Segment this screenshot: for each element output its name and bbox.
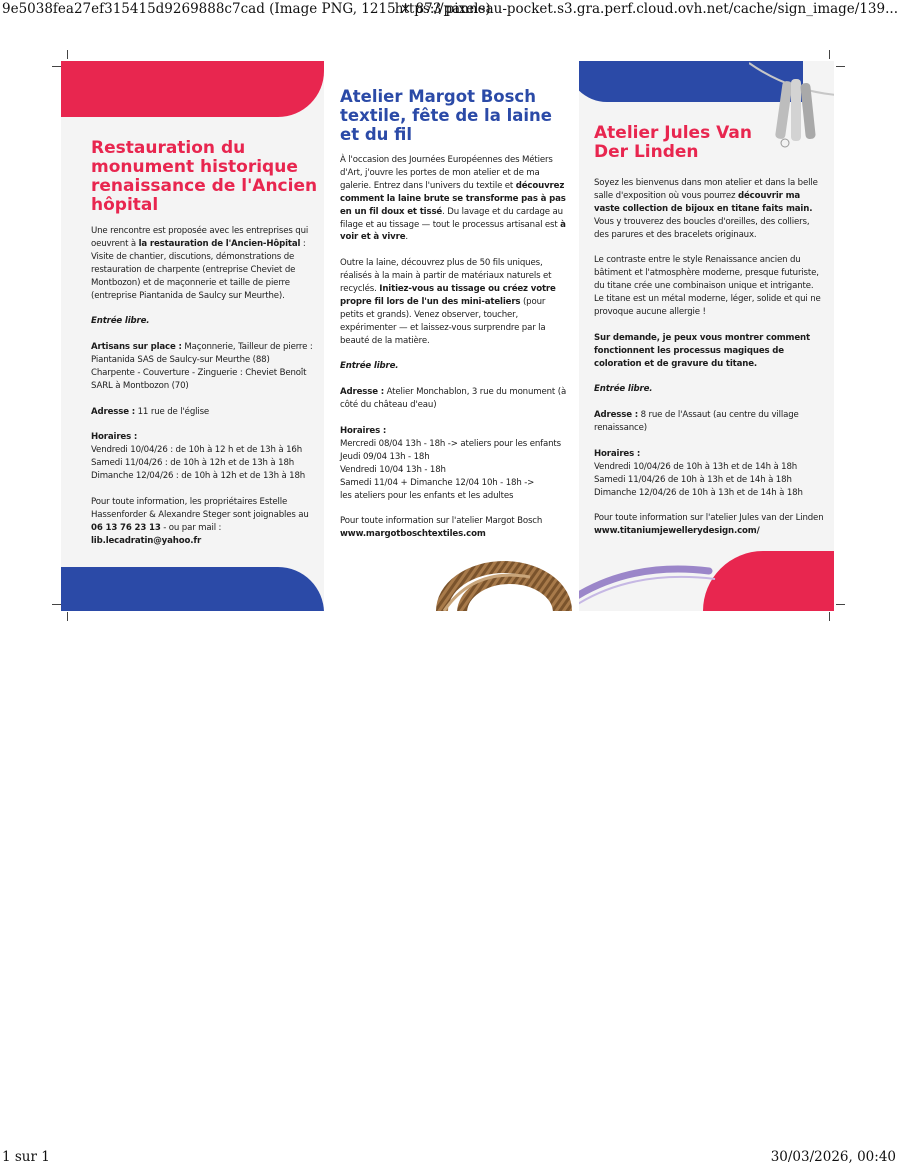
hours-line: les ateliers pour les enfants et les adultes: [340, 490, 514, 501]
hours-line: Samedi 11/04/26 : de 10h à 12h et de 13h à 18h: [91, 458, 295, 469]
bracelet-image: [579, 551, 719, 611]
crop-mark: [836, 604, 845, 605]
address-paragraph: Adresse : 8 rue de l'Assaut (au centre du village renaissance): [594, 410, 799, 434]
artisans-paragraph: Artisans sur place : Maçonnerie, Tailleur de pierre : Piantanida SAS de Saulcy-sur Meurthe (88) Charpente - Couverture - Zinguerie : Cheviet Benoît SARL à Montbozon (70): [91, 342, 313, 391]
crop-mark: [836, 66, 845, 67]
hours-line: Mercredi 08/04 13h - 18h -> ateliers pour les enfants: [340, 438, 561, 449]
free-entry: Entrée libre.: [340, 361, 399, 372]
hours-line: Samedi 11/04/26 de 10h à 13h et de 14h à 18h: [594, 474, 792, 485]
panel-title: Restauration du monument historique renaissance de l'Ancien hôpital: [91, 138, 318, 215]
hours-line: Samedi 11/04 + Dimanche 12/04 10h - 18h ->: [340, 477, 535, 488]
website-link: www.titaniumjewellerydesign.com/: [594, 526, 760, 537]
website-link: www.margotboschtextiles.com: [340, 529, 486, 540]
red-corner-shape: [61, 61, 324, 117]
hours-paragraph: Horaires : Vendredi 10/04/26 : de 10h à 12 h et de 13h à 16h Samedi 11/04/26 : de 10h à 12h et de 13h à 18h Dimanche 12/04/26 : de 10h à 12h et de 13h à 18h: [91, 432, 306, 482]
panel-ancien-hopital: [61, 61, 324, 611]
titanium-paragraph: Le contraste entre le style Renaissance ancien du bâtiment et l'atmosphère moderne, presque futuriste, du titane crée une combinaison unique et intrigante. Le titane est un métal moderne, léger, solide et qui ne provoque aucune allergie !: [594, 255, 821, 318]
print-header-title: 9e5038fea27ef315415d9269888c7cad (Image PNG, 1215 × 873 pixels): [2, 1, 491, 17]
flyer-sheet: [61, 61, 834, 611]
email-address: lib.lecadratin@yahoo.fr: [91, 535, 202, 546]
hours-line: Jeudi 09/04 13h - 18h: [340, 451, 430, 462]
intro-paragraph: Soyez les bienvenus dans mon atelier et dans la belle salle d'exposition où vous pourrez découvrir ma vaste collection de bijoux en titane faits main. Vous y trouverez des boucles d'oreilles, des colliers, des parures et des bracelets originaux.: [594, 178, 818, 240]
intro-paragraph: À l'occasion des Journées Européennes des Métiers d'Art, j'ouvre les portes de mon atelier et de ma galerie. Entrez dans l'univers du textile et découvrez comment la laine brute se transforme pas à pas en un fil doux et tissé. Du lavage et du cardage au filage et au tissage — tout le processus artisanal est à voir et à vivre.: [340, 155, 566, 243]
contact-paragraph: Pour toute information sur l'atelier Jules van der Linden www.titaniumjewellerydesign.com/: [594, 513, 824, 537]
red-corner-shape: [703, 551, 834, 611]
print-footer-page: 1 sur 1: [2, 1149, 50, 1165]
panel-jules-van-der-linden: [579, 61, 834, 611]
crop-mark: [829, 50, 830, 59]
free-entry: Entrée libre.: [91, 316, 150, 327]
crop-mark: [829, 612, 830, 621]
crop-mark: [67, 612, 68, 621]
hours-line: Dimanche 12/04/26 : de 10h à 12h et de 13h à 18h: [91, 471, 306, 482]
hours-line: Vendredi 10/04 13h - 18h: [340, 464, 446, 475]
contact-paragraph: Pour toute information sur l'atelier Margot Bosch www.margotboschtextiles.com: [340, 516, 543, 540]
workshop-paragraph: Outre la laine, découvrez plus de 50 fils uniques, réalisés à la main à partir de matériaux naturels et recyclés. Initiez-vous au tissage ou créez votre propre fil lors de l'un des mini-ateliers (pour petits et grands). Venez observer, toucher, expérimenter — et laissez-vous surprendre par la beauté de la matière.: [340, 258, 556, 346]
hours-paragraph: Horaires : Vendredi 10/04/26 de 10h à 13h et de 14h à 18h Samedi 11/04/26 de 10h à 13h et de 14h à 18h Dimanche 12/04/26 de 10h à 13h et de 14h à 18h: [594, 448, 803, 498]
address-paragraph: Adresse : Atelier Monchablon, 3 rue du monument (à côté du château d'eau): [340, 387, 567, 411]
intro-paragraph: Une rencontre est proposée avec les entreprises qui oeuvrent à la restauration de l'Ancien-Hôpital : Visite de chantier, discutions, démonstrations de restauration de charpente (entreprise Cheviet de Montbozon) et de maçonnerie et taille de pierre (entreprise Piantanida de Saulcy sur Meurthe).: [91, 226, 309, 301]
demo-paragraph: Sur demande, je peux vous montrer comment fonctionnent les processus magiques de coloration et de gravure du titane.: [594, 332, 810, 369]
hours-paragraph: Horaires : Mercredi 08/04 13h - 18h -> ateliers pour les enfants Jeudi 09/04 13h - 18h Vendredi 10/04 13h - 18h Samedi 11/04 + Dimanche 12/04 10h - 18h -> les ateliers pour les enfants et les adultes: [340, 425, 561, 501]
hours-line: Dimanche 12/04/26 de 10h à 13h et de 14h à 18h: [594, 487, 803, 498]
print-header-url: https://panneau-pocket.s3.gra.perf.cloud.ovh.net/cache/sign_image/139...: [394, 1, 898, 17]
panel-title: Atelier Margot Bosch textile, fête de la laine et du fil: [340, 87, 552, 144]
contact-paragraph: Pour toute information, les propriétaires Estelle Hassenforder & Alexandre Steger sont joignables au 06 13 76 23 13 - ou par mail : lib.lecadratin@yahoo.fr: [91, 496, 309, 546]
panel-margot-bosch: [324, 61, 579, 611]
hours-line: Vendredi 10/04/26 : de 10h à 12 h et de 13h à 16h: [91, 445, 302, 456]
panel-title: Atelier Jules Van Der Linden: [594, 123, 752, 162]
crop-mark: [52, 604, 61, 605]
panel-body: [340, 154, 570, 554]
crop-mark: [67, 50, 68, 59]
address-paragraph: Adresse : 11 rue de l'église: [91, 406, 210, 417]
panel-body: [594, 177, 824, 551]
hours-line: Vendredi 10/04/26 de 10h à 13h et de 14h à 18h: [594, 461, 798, 472]
panel-body: [91, 225, 315, 560]
print-footer-date: 30/03/2026, 00:40: [770, 1149, 896, 1165]
yarn-rope-image: [434, 537, 579, 611]
crop-mark: [52, 66, 61, 67]
blue-corner-shape: [61, 567, 324, 611]
free-entry: Entrée libre.: [594, 384, 653, 395]
